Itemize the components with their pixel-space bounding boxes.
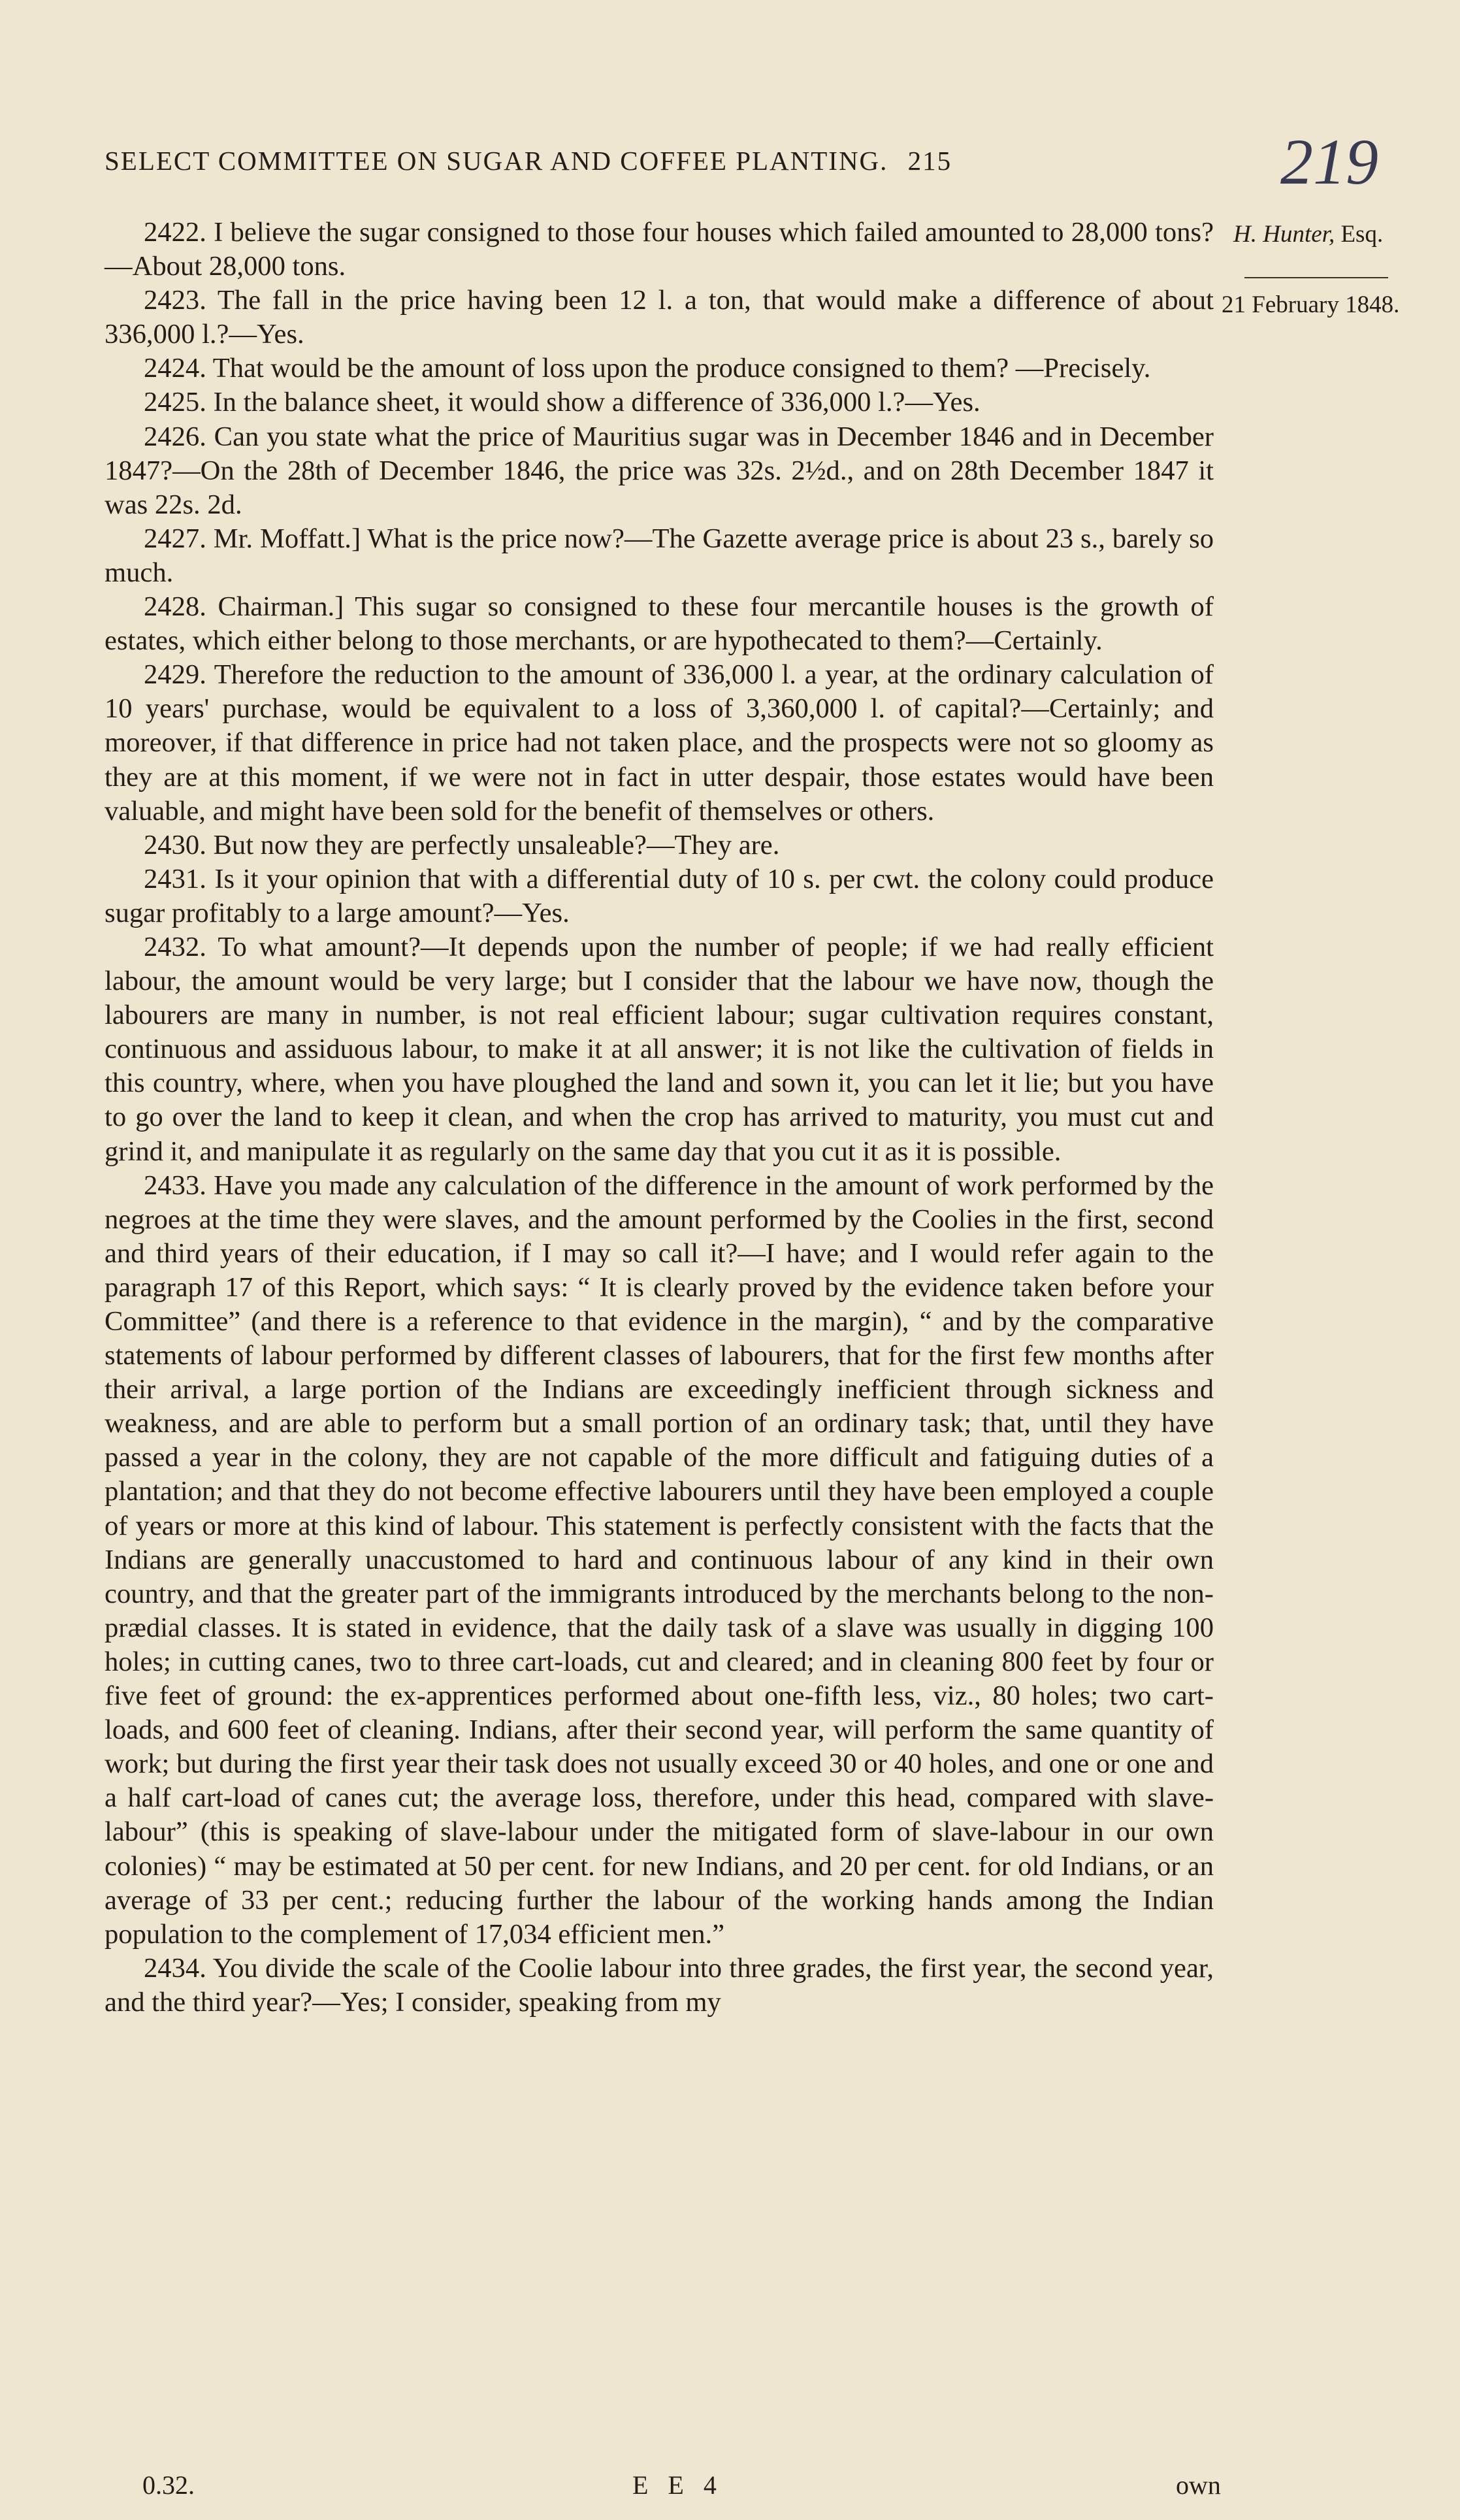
page-number: 215 xyxy=(907,146,952,176)
printer-signature: E E 4 xyxy=(632,2470,723,2500)
witness-name: H. Hunter, xyxy=(1233,221,1335,248)
question-2431: 2431. Is it your opinion that with a differential duty of 10 s. per cwt. the colony could produce sugar profitably to a large amount?—Yes. xyxy=(105,863,1214,928)
question-2425: 2425. In the balance sheet, it would show a difference of 336,000 l.?—Yes. xyxy=(144,387,981,418)
question-2428: 2428. Chairman.] This sugar so consigned to these four mercantile houses is the growth of estates, which either belong to those merchants, or are hypothecated to them?—Certainly. xyxy=(105,591,1214,657)
witness-suffix: Esq. xyxy=(1340,221,1384,248)
question-2429: 2429. Therefore the reduction to the amount of 336,000 l. a year, at the ordinary calculation of 10 years' purchase, would be equivalent to a loss of 3,360,000 l. of capital?—Certainly; and moreover, if that difference in price had not taken place, and the prospects were not so gloomy as they are at this moment, if we were not in fact in utter despair, those estates would have been valuable, and might have been sold for the benefit of themselves or others. xyxy=(105,659,1214,826)
question-2433: 2433. Have you made any calculation of the difference in the amount of work performed by the negroes at the time they were slaves, and the amount performed by the Coolies in the first, second and third years of their education, if I may so call it?—I have; and I would refer again to the paragraph 17 of this Report, which says: “ It is clearly proved by the evidence taken before your Committee” (and there is a reference to that evidence in the margin), “ and by the comparative statements of labour performed by different classes of labourers, that for the first few months after their arrival, a large portion of the Indians are exceedingly inefficient through sickness and weakness, and are able to perform but a small portion of an ordinary task; that, until they have passed a year in the colony, they are not capable of the more difficult and fatiguing duties of a plantation; and that they do not become effective labourers until they have been employed a couple of years or more at this kind of labour. This statement is perfectly consistent with the facts that the Indians are generally unaccustomed to hard and continuous labour of any kind in their own country, and that the greater part of the immigrants introduced by the merchants belong to the non-prædial classes. It is stated in evidence, that the daily task of a slave was usually in digging 100 holes; in cutting canes, two to three cart-loads, cut and cleared; and in cleaning 800 feet by four or five feet of ground: the ex-apprentices performed about one-fifth less, viz., 80 holes; two cart-loads, and 600 feet of cleaning. Indians, after their second year, will perform the same quantity of work; but during the first year their task does not usually exceed 30 or 40 holes, and one or one and a half cart-load of canes cut; the average loss, therefore, under this head, compared with slave-labour” (this is speaking of slave-labour under the mitigated form of slave-labour in our own colonies) “ may be estimated at 50 per cent. for new Indians, and 20 per cent. for old Indians, or an average of 33 per cent.; reducing further the labour of the working hands among the Indian population to the complement of 17,034 efficient men.” xyxy=(105,1170,1214,1950)
page-footer xyxy=(0,2470,1460,2502)
question-2430: 2430. But now they are perfectly unsaleable?—They are. xyxy=(144,829,780,860)
handwritten-folio-number: 219 xyxy=(1280,125,1378,198)
running-title: SELECT COMMITTEE ON SUGAR AND COFFEE PLANTING. xyxy=(105,146,888,176)
running-header xyxy=(105,145,1222,176)
question-2432: 2432. To what amount?—It depends upon the number of people; if we had really efficient labour, the amount would be very large; but I consider that the labour we have now, though the labourers are many in number, is not real efficient labour; sugar cultivation requires constant, continuous and assiduous labour, to make it at all answer; it is not like the cultivation of fields in this country, where, when you have ploughed the land and sown it, you can let it lie; but you have to go over the land to keep it clean, and when the crop has arrived to maturity, you must cut and grind it, and manipulate it as regularly on the same day that you cut it as it is possible. xyxy=(105,931,1214,1167)
evidence-body xyxy=(105,216,1214,2020)
question-2424: 2424. That would be the amount of loss upon the produce consigned to them? —Precisely. xyxy=(144,353,1151,384)
question-2427: 2427. Mr. Moffatt.] What is the price now?—The Gazette average price is about 23 s., barely so much. xyxy=(105,523,1214,588)
margin-date: 21 February 1848. xyxy=(1222,291,1400,318)
footer-left-mark: 0.32. xyxy=(142,2470,195,2500)
question-2423: 2423. The fall in the price having been 12 l. a ton, that would make a difference of about 336,000 l.?—Yes. xyxy=(105,285,1214,350)
margin-rule xyxy=(1244,277,1388,278)
question-2426: 2426. Can you state what the price of Mauritius sugar was in December 1846 and in December 1847?—On the 28th of December 1846, the price was 32s. 2½d., and on 28th December 1847 it was 22s. 2d. xyxy=(105,421,1214,520)
catchword: own xyxy=(1176,2470,1221,2500)
question-2434: 2434. You divide the scale of the Coolie labour into three grades, the first year, the second year, and the third year?—Yes; I consider, speaking from my xyxy=(105,1952,1214,2018)
question-2422: 2422. I believe the sugar consigned to those four houses which failed amounted to 28,000 tons?—About 28,000 tons. xyxy=(105,217,1214,282)
margin-witness-name xyxy=(1233,220,1429,248)
